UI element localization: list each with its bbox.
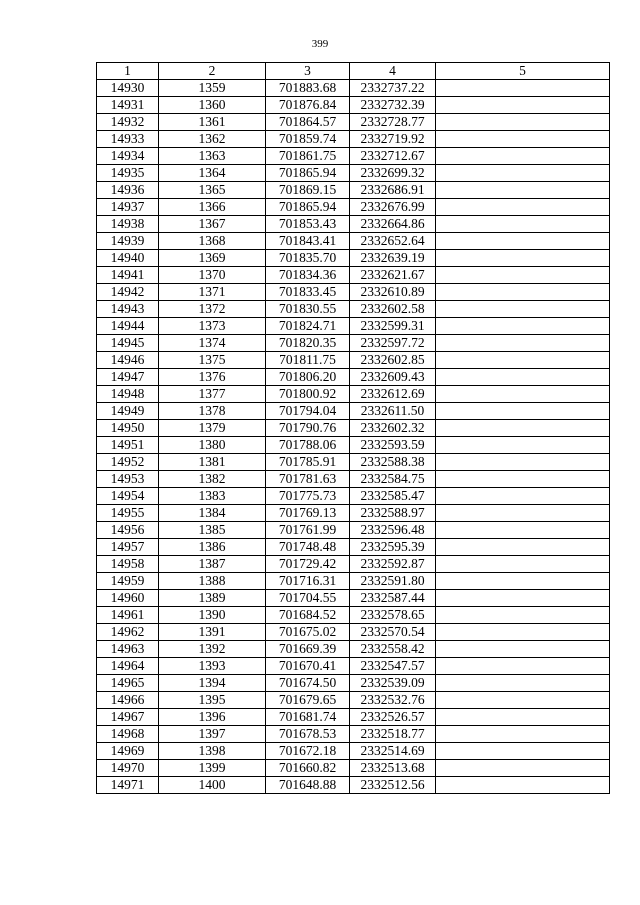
table-cell: 701853.43 bbox=[266, 216, 350, 233]
table-cell: 14938 bbox=[97, 216, 159, 233]
table-cell: 1388 bbox=[159, 573, 266, 590]
table-cell: 701681.74 bbox=[266, 709, 350, 726]
table-row bbox=[97, 607, 610, 624]
table-cell: 701775.73 bbox=[266, 488, 350, 505]
table-cell bbox=[436, 386, 610, 403]
table-cell bbox=[436, 505, 610, 522]
table-cell: 1391 bbox=[159, 624, 266, 641]
table-cell bbox=[436, 165, 610, 182]
table-cell: 14956 bbox=[97, 522, 159, 539]
table-cell: 2332719.92 bbox=[350, 131, 436, 148]
table-cell: 701865.94 bbox=[266, 199, 350, 216]
table-cell: 1365 bbox=[159, 182, 266, 199]
table-row bbox=[97, 573, 610, 590]
table-row bbox=[97, 743, 610, 760]
table-row bbox=[97, 148, 610, 165]
table-row bbox=[97, 386, 610, 403]
table-row bbox=[97, 250, 610, 267]
table-cell: 14961 bbox=[97, 607, 159, 624]
table-row bbox=[97, 131, 610, 148]
table-cell: 14971 bbox=[97, 777, 159, 794]
table-cell: 14942 bbox=[97, 284, 159, 301]
table-row bbox=[97, 318, 610, 335]
table-cell: 701824.71 bbox=[266, 318, 350, 335]
table-cell: 1399 bbox=[159, 760, 266, 777]
table-row bbox=[97, 97, 610, 114]
table-row bbox=[97, 692, 610, 709]
table-cell bbox=[436, 403, 610, 420]
table-cell: 14954 bbox=[97, 488, 159, 505]
table-cell: 1395 bbox=[159, 692, 266, 709]
column-header: 5 bbox=[436, 63, 610, 80]
table-cell: 1360 bbox=[159, 97, 266, 114]
table-cell bbox=[436, 182, 610, 199]
table-cell: 701684.52 bbox=[266, 607, 350, 624]
table-cell: 2332664.86 bbox=[350, 216, 436, 233]
table-cell: 1364 bbox=[159, 165, 266, 182]
table-cell: 701794.04 bbox=[266, 403, 350, 420]
table-row bbox=[97, 505, 610, 522]
table-cell: 1377 bbox=[159, 386, 266, 403]
table-cell: 701835.70 bbox=[266, 250, 350, 267]
table-row bbox=[97, 675, 610, 692]
table-cell bbox=[436, 267, 610, 284]
table-cell: 1372 bbox=[159, 301, 266, 318]
table-cell: 14966 bbox=[97, 692, 159, 709]
table-cell: 1382 bbox=[159, 471, 266, 488]
table-cell bbox=[436, 675, 610, 692]
table-cell: 14930 bbox=[97, 80, 159, 97]
table-cell: 701883.68 bbox=[266, 80, 350, 97]
table-cell: 1371 bbox=[159, 284, 266, 301]
table-cell: 14967 bbox=[97, 709, 159, 726]
table-row bbox=[97, 658, 610, 675]
table-cell: 701716.31 bbox=[266, 573, 350, 590]
table-row bbox=[97, 301, 610, 318]
table-cell: 14946 bbox=[97, 352, 159, 369]
table-row bbox=[97, 760, 610, 777]
table-cell: 701834.36 bbox=[266, 267, 350, 284]
table-cell bbox=[436, 250, 610, 267]
table-cell: 1387 bbox=[159, 556, 266, 573]
table-cell: 701670.41 bbox=[266, 658, 350, 675]
table-cell: 2332602.32 bbox=[350, 420, 436, 437]
table-cell bbox=[436, 760, 610, 777]
table-header-row bbox=[97, 63, 610, 80]
table-cell: 701748.48 bbox=[266, 539, 350, 556]
table-cell: 14949 bbox=[97, 403, 159, 420]
table-row bbox=[97, 403, 610, 420]
table-cell: 1369 bbox=[159, 250, 266, 267]
table-cell bbox=[436, 318, 610, 335]
table-cell bbox=[436, 471, 610, 488]
table-cell: 1376 bbox=[159, 369, 266, 386]
column-header: 4 bbox=[350, 63, 436, 80]
table-cell: 2332595.39 bbox=[350, 539, 436, 556]
table-cell: 14958 bbox=[97, 556, 159, 573]
table-cell: 2332712.67 bbox=[350, 148, 436, 165]
table-cell: 2332652.64 bbox=[350, 233, 436, 250]
table-cell bbox=[436, 743, 610, 760]
table-cell bbox=[436, 709, 610, 726]
coordinates-table bbox=[96, 62, 610, 794]
table-row bbox=[97, 420, 610, 437]
table-row bbox=[97, 641, 610, 658]
table-cell bbox=[436, 233, 610, 250]
table-cell: 2332526.57 bbox=[350, 709, 436, 726]
table-cell: 2332686.91 bbox=[350, 182, 436, 199]
table-row bbox=[97, 80, 610, 97]
table-cell: 701859.74 bbox=[266, 131, 350, 148]
table-row bbox=[97, 335, 610, 352]
table-cell: 14950 bbox=[97, 420, 159, 437]
table-cell bbox=[436, 539, 610, 556]
table-cell: 2332599.31 bbox=[350, 318, 436, 335]
table-cell: 701864.57 bbox=[266, 114, 350, 131]
table-cell: 14960 bbox=[97, 590, 159, 607]
table-cell: 2332592.87 bbox=[350, 556, 436, 573]
table-cell bbox=[436, 624, 610, 641]
table-cell: 701660.82 bbox=[266, 760, 350, 777]
table-cell: 1389 bbox=[159, 590, 266, 607]
table-cell: 2332514.69 bbox=[350, 743, 436, 760]
table-cell bbox=[436, 573, 610, 590]
table-cell: 2332518.77 bbox=[350, 726, 436, 743]
table-cell: 2332639.19 bbox=[350, 250, 436, 267]
table-cell: 14959 bbox=[97, 573, 159, 590]
table-cell: 1398 bbox=[159, 743, 266, 760]
table-cell bbox=[436, 114, 610, 131]
table-row bbox=[97, 233, 610, 250]
table-cell: 14944 bbox=[97, 318, 159, 335]
table-cell: 1394 bbox=[159, 675, 266, 692]
table-cell: 2332737.22 bbox=[350, 80, 436, 97]
table-cell: 2332596.48 bbox=[350, 522, 436, 539]
table-cell: 1393 bbox=[159, 658, 266, 675]
column-header: 2 bbox=[159, 63, 266, 80]
table-cell bbox=[436, 692, 610, 709]
table-row bbox=[97, 437, 610, 454]
table-cell: 701781.63 bbox=[266, 471, 350, 488]
table-cell: 2332597.72 bbox=[350, 335, 436, 352]
table-cell: 701800.92 bbox=[266, 386, 350, 403]
table-cell: 2332578.65 bbox=[350, 607, 436, 624]
table-cell bbox=[436, 199, 610, 216]
table-cell: 1368 bbox=[159, 233, 266, 250]
table-cell bbox=[436, 726, 610, 743]
table-cell: 2332587.44 bbox=[350, 590, 436, 607]
table-cell: 14952 bbox=[97, 454, 159, 471]
table-cell: 1392 bbox=[159, 641, 266, 658]
table-cell: 2332609.43 bbox=[350, 369, 436, 386]
table-cell: 1367 bbox=[159, 216, 266, 233]
table-cell: 1379 bbox=[159, 420, 266, 437]
table-cell: 14970 bbox=[97, 760, 159, 777]
table-row bbox=[97, 777, 610, 794]
page-number: 399 bbox=[311, 38, 329, 50]
table-cell: 14953 bbox=[97, 471, 159, 488]
table-cell bbox=[436, 148, 610, 165]
table-cell: 1381 bbox=[159, 454, 266, 471]
table-row bbox=[97, 471, 610, 488]
table-cell: 701811.75 bbox=[266, 352, 350, 369]
table-cell bbox=[436, 607, 610, 624]
table-cell: 701806.20 bbox=[266, 369, 350, 386]
table-cell: 2332611.50 bbox=[350, 403, 436, 420]
table-cell: 701788.06 bbox=[266, 437, 350, 454]
table-cell: 1400 bbox=[159, 777, 266, 794]
table-row bbox=[97, 624, 610, 641]
table-cell: 2332676.99 bbox=[350, 199, 436, 216]
table-cell: 701820.35 bbox=[266, 335, 350, 352]
table-cell: 1386 bbox=[159, 539, 266, 556]
table-row bbox=[97, 284, 610, 301]
table-cell: 2332732.39 bbox=[350, 97, 436, 114]
table-row bbox=[97, 539, 610, 556]
table-cell: 14940 bbox=[97, 250, 159, 267]
table-cell: 14932 bbox=[97, 114, 159, 131]
table-cell: 2332539.09 bbox=[350, 675, 436, 692]
table-cell: 1375 bbox=[159, 352, 266, 369]
table-cell: 14964 bbox=[97, 658, 159, 675]
table-cell: 701843.41 bbox=[266, 233, 350, 250]
table-cell: 2332593.59 bbox=[350, 437, 436, 454]
table-cell: 701729.42 bbox=[266, 556, 350, 573]
table-cell: 701672.18 bbox=[266, 743, 350, 760]
table-cell: 1370 bbox=[159, 267, 266, 284]
table-cell bbox=[436, 80, 610, 97]
table-cell bbox=[436, 97, 610, 114]
table-cell: 1384 bbox=[159, 505, 266, 522]
table-cell: 2332588.38 bbox=[350, 454, 436, 471]
table-cell: 14947 bbox=[97, 369, 159, 386]
table-cell: 14951 bbox=[97, 437, 159, 454]
table-cell: 701769.13 bbox=[266, 505, 350, 522]
table-cell: 2332547.57 bbox=[350, 658, 436, 675]
table-cell bbox=[436, 335, 610, 352]
table-cell bbox=[436, 420, 610, 437]
table-cell: 701669.39 bbox=[266, 641, 350, 658]
table-cell bbox=[436, 369, 610, 386]
table-cell: 1363 bbox=[159, 148, 266, 165]
table-row bbox=[97, 165, 610, 182]
table-cell: 701861.75 bbox=[266, 148, 350, 165]
table-cell: 701790.76 bbox=[266, 420, 350, 437]
table-cell: 701674.50 bbox=[266, 675, 350, 692]
table-cell: 2332512.56 bbox=[350, 777, 436, 794]
column-header: 1 bbox=[97, 63, 159, 80]
table-cell: 2332610.89 bbox=[350, 284, 436, 301]
table-cell: 2332584.75 bbox=[350, 471, 436, 488]
table-row bbox=[97, 556, 610, 573]
table-cell: 14957 bbox=[97, 539, 159, 556]
table-cell bbox=[436, 658, 610, 675]
table-cell: 1373 bbox=[159, 318, 266, 335]
table-row bbox=[97, 352, 610, 369]
table-cell: 14933 bbox=[97, 131, 159, 148]
table-cell: 701648.88 bbox=[266, 777, 350, 794]
table-cell: 701704.55 bbox=[266, 590, 350, 607]
table-cell bbox=[436, 352, 610, 369]
table-cell: 1380 bbox=[159, 437, 266, 454]
table-cell: 14934 bbox=[97, 148, 159, 165]
table-cell: 14931 bbox=[97, 97, 159, 114]
table-cell: 14937 bbox=[97, 199, 159, 216]
table-cell bbox=[436, 216, 610, 233]
table-cell: 701876.84 bbox=[266, 97, 350, 114]
table-cell: 14968 bbox=[97, 726, 159, 743]
table-cell: 2332570.54 bbox=[350, 624, 436, 641]
table-row bbox=[97, 199, 610, 216]
table-cell: 2332513.68 bbox=[350, 760, 436, 777]
table-cell bbox=[436, 284, 610, 301]
table-cell: 2332728.77 bbox=[350, 114, 436, 131]
table-cell: 1374 bbox=[159, 335, 266, 352]
table-cell: 14939 bbox=[97, 233, 159, 250]
table-cell bbox=[436, 301, 610, 318]
table-cell: 2332699.32 bbox=[350, 165, 436, 182]
table-row bbox=[97, 726, 610, 743]
table-cell: 701865.94 bbox=[266, 165, 350, 182]
table-cell: 14945 bbox=[97, 335, 159, 352]
table-cell: 2332588.97 bbox=[350, 505, 436, 522]
table-cell bbox=[436, 556, 610, 573]
table-cell: 14955 bbox=[97, 505, 159, 522]
table-cell: 701830.55 bbox=[266, 301, 350, 318]
table-cell: 701679.65 bbox=[266, 692, 350, 709]
table-cell bbox=[436, 454, 610, 471]
table-cell: 701785.91 bbox=[266, 454, 350, 471]
table-cell: 1366 bbox=[159, 199, 266, 216]
table-cell: 701675.02 bbox=[266, 624, 350, 641]
table-cell: 701869.15 bbox=[266, 182, 350, 199]
table-cell: 14962 bbox=[97, 624, 159, 641]
table-cell: 2332621.67 bbox=[350, 267, 436, 284]
table-cell bbox=[436, 590, 610, 607]
table-cell: 2332612.69 bbox=[350, 386, 436, 403]
table-cell: 2332558.42 bbox=[350, 641, 436, 658]
table-cell: 14969 bbox=[97, 743, 159, 760]
table-cell: 1359 bbox=[159, 80, 266, 97]
table-cell: 1378 bbox=[159, 403, 266, 420]
table-row bbox=[97, 216, 610, 233]
table-row bbox=[97, 454, 610, 471]
table-cell: 14941 bbox=[97, 267, 159, 284]
table-cell: 1361 bbox=[159, 114, 266, 131]
table-cell: 1383 bbox=[159, 488, 266, 505]
table-row bbox=[97, 488, 610, 505]
table-row bbox=[97, 709, 610, 726]
table-cell: 2332591.80 bbox=[350, 573, 436, 590]
table-cell: 14936 bbox=[97, 182, 159, 199]
table-cell: 701761.99 bbox=[266, 522, 350, 539]
table-row bbox=[97, 267, 610, 284]
table-cell: 1385 bbox=[159, 522, 266, 539]
table-body bbox=[97, 80, 610, 794]
table-cell bbox=[436, 437, 610, 454]
table-row bbox=[97, 590, 610, 607]
table-row bbox=[97, 182, 610, 199]
table-row bbox=[97, 522, 610, 539]
table-cell bbox=[436, 777, 610, 794]
table-cell: 1362 bbox=[159, 131, 266, 148]
table-cell: 1397 bbox=[159, 726, 266, 743]
table-cell: 14943 bbox=[97, 301, 159, 318]
table-cell: 701833.45 bbox=[266, 284, 350, 301]
table-row bbox=[97, 369, 610, 386]
table-cell: 1390 bbox=[159, 607, 266, 624]
table-cell: 1396 bbox=[159, 709, 266, 726]
column-header: 3 bbox=[266, 63, 350, 80]
table-cell: 2332602.58 bbox=[350, 301, 436, 318]
table-cell bbox=[436, 131, 610, 148]
table-cell bbox=[436, 641, 610, 658]
table-cell: 14948 bbox=[97, 386, 159, 403]
table-cell: 2332585.47 bbox=[350, 488, 436, 505]
table-cell: 2332532.76 bbox=[350, 692, 436, 709]
table-cell bbox=[436, 488, 610, 505]
table-cell: 14935 bbox=[97, 165, 159, 182]
table-cell: 14965 bbox=[97, 675, 159, 692]
table-cell: 2332602.85 bbox=[350, 352, 436, 369]
table-cell: 701678.53 bbox=[266, 726, 350, 743]
table-row bbox=[97, 114, 610, 131]
table-cell: 14963 bbox=[97, 641, 159, 658]
table-cell bbox=[436, 522, 610, 539]
